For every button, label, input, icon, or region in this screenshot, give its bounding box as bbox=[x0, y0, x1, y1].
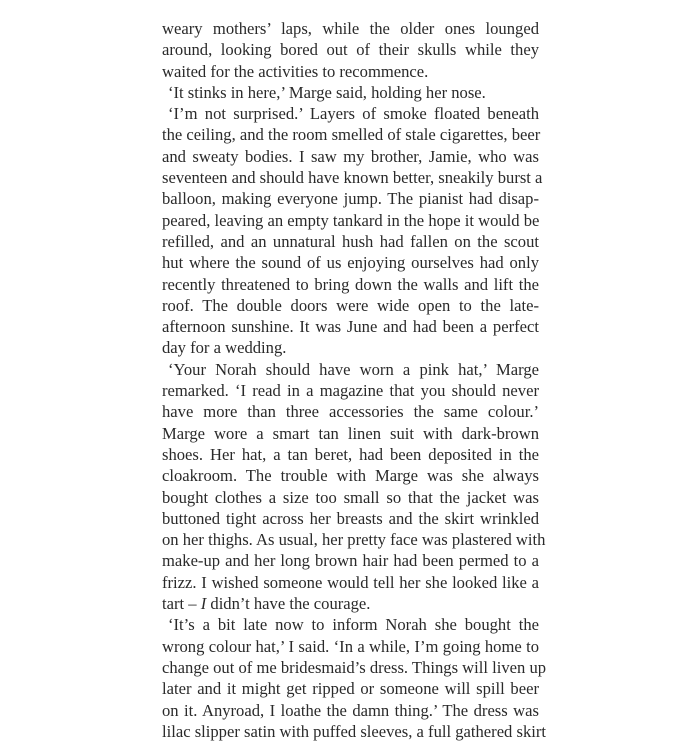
text-line: afternoon sunshine. It was June and had been a perfect bbox=[162, 317, 539, 337]
text-line: the ceiling, and the room smelled of stale cigarettes, beer bbox=[162, 125, 541, 145]
text-line: balloon, making everyone jump. The pianist had disap- bbox=[162, 189, 539, 209]
text-line: on it. Anyroad, I loathe the damn thing.’ The dress was bbox=[162, 700, 539, 720]
text-line: day for a wedding. bbox=[162, 338, 287, 358]
text-line: shoes. Her hat, a tan beret, had been deposited in the bbox=[162, 444, 539, 464]
text-line: refilled, and an unnatural hush had fallen on the scout bbox=[162, 231, 539, 251]
text-line: ‘Your Norah should have worn a pink hat,’ Marge bbox=[168, 359, 539, 379]
body-text-column bbox=[162, 18, 547, 742]
text-line: change out of me bridesmaid’s dress. Things will liven up bbox=[162, 657, 547, 677]
text-line: recently threatened to bring down the walls and lift the bbox=[162, 274, 539, 294]
text-line: have more than three accessories the same colour.’ bbox=[162, 402, 539, 422]
text-line: ‘It stinks in here,’ Marge said, holding her nose. bbox=[168, 82, 486, 102]
text-line: cloakroom. The trouble with Marge was she always bbox=[162, 466, 539, 486]
text-line: ‘It’s a bit late now to inform Norah she bought the bbox=[168, 615, 539, 635]
text-line: seventeen and should have known better, sneakily burst a bbox=[162, 168, 543, 188]
text-line: tart – I didn’t have the courage. bbox=[162, 594, 371, 614]
text-line: hut where the sound of us enjoying ourselves had only bbox=[162, 253, 539, 273]
text-line: waited for the activities to recommence. bbox=[162, 61, 429, 81]
text-line: Marge wore a smart tan linen suit with dark-brown bbox=[162, 423, 539, 443]
text-line: peared, leaving an empty tankard in the hope it would be bbox=[162, 210, 540, 230]
text-line: weary mothers’ laps, while the older ones lounged bbox=[162, 19, 539, 38]
text-line: wrong colour hat,’ I said. ‘In a while, I’m going home to bbox=[162, 636, 539, 656]
text-line: remarked. ‘I read in a magazine that you should never bbox=[162, 381, 539, 401]
text-line: on her thighs. As usual, her pretty face was plastered with bbox=[162, 530, 546, 550]
text-line: roof. The double doors were wide open to the late- bbox=[162, 295, 539, 315]
text-line: and sweaty bodies. I saw my brother, Jamie, who was bbox=[162, 146, 539, 166]
text-line: around, looking bored out of their skulls while they bbox=[162, 40, 539, 60]
text-line: lilac slipper satin with puffed sleeves, a full gathered skirt bbox=[162, 721, 547, 741]
emphasis-text: I bbox=[200, 594, 207, 614]
text-line: ‘I’m not surprised.’ Layers of smoke floated beneath bbox=[168, 104, 539, 124]
text-line: buttoned tight across her breasts and the skirt wrinkled bbox=[162, 508, 539, 528]
text-line: frizz. I wished someone would tell her she looked like a bbox=[162, 572, 539, 592]
text-line: make-up and her long brown hair had been permed to a bbox=[162, 551, 539, 571]
text-line: bought clothes a size too small so that the jacket was bbox=[162, 487, 539, 507]
text-line: later and it might get ripped or someone will spill beer bbox=[162, 679, 539, 699]
